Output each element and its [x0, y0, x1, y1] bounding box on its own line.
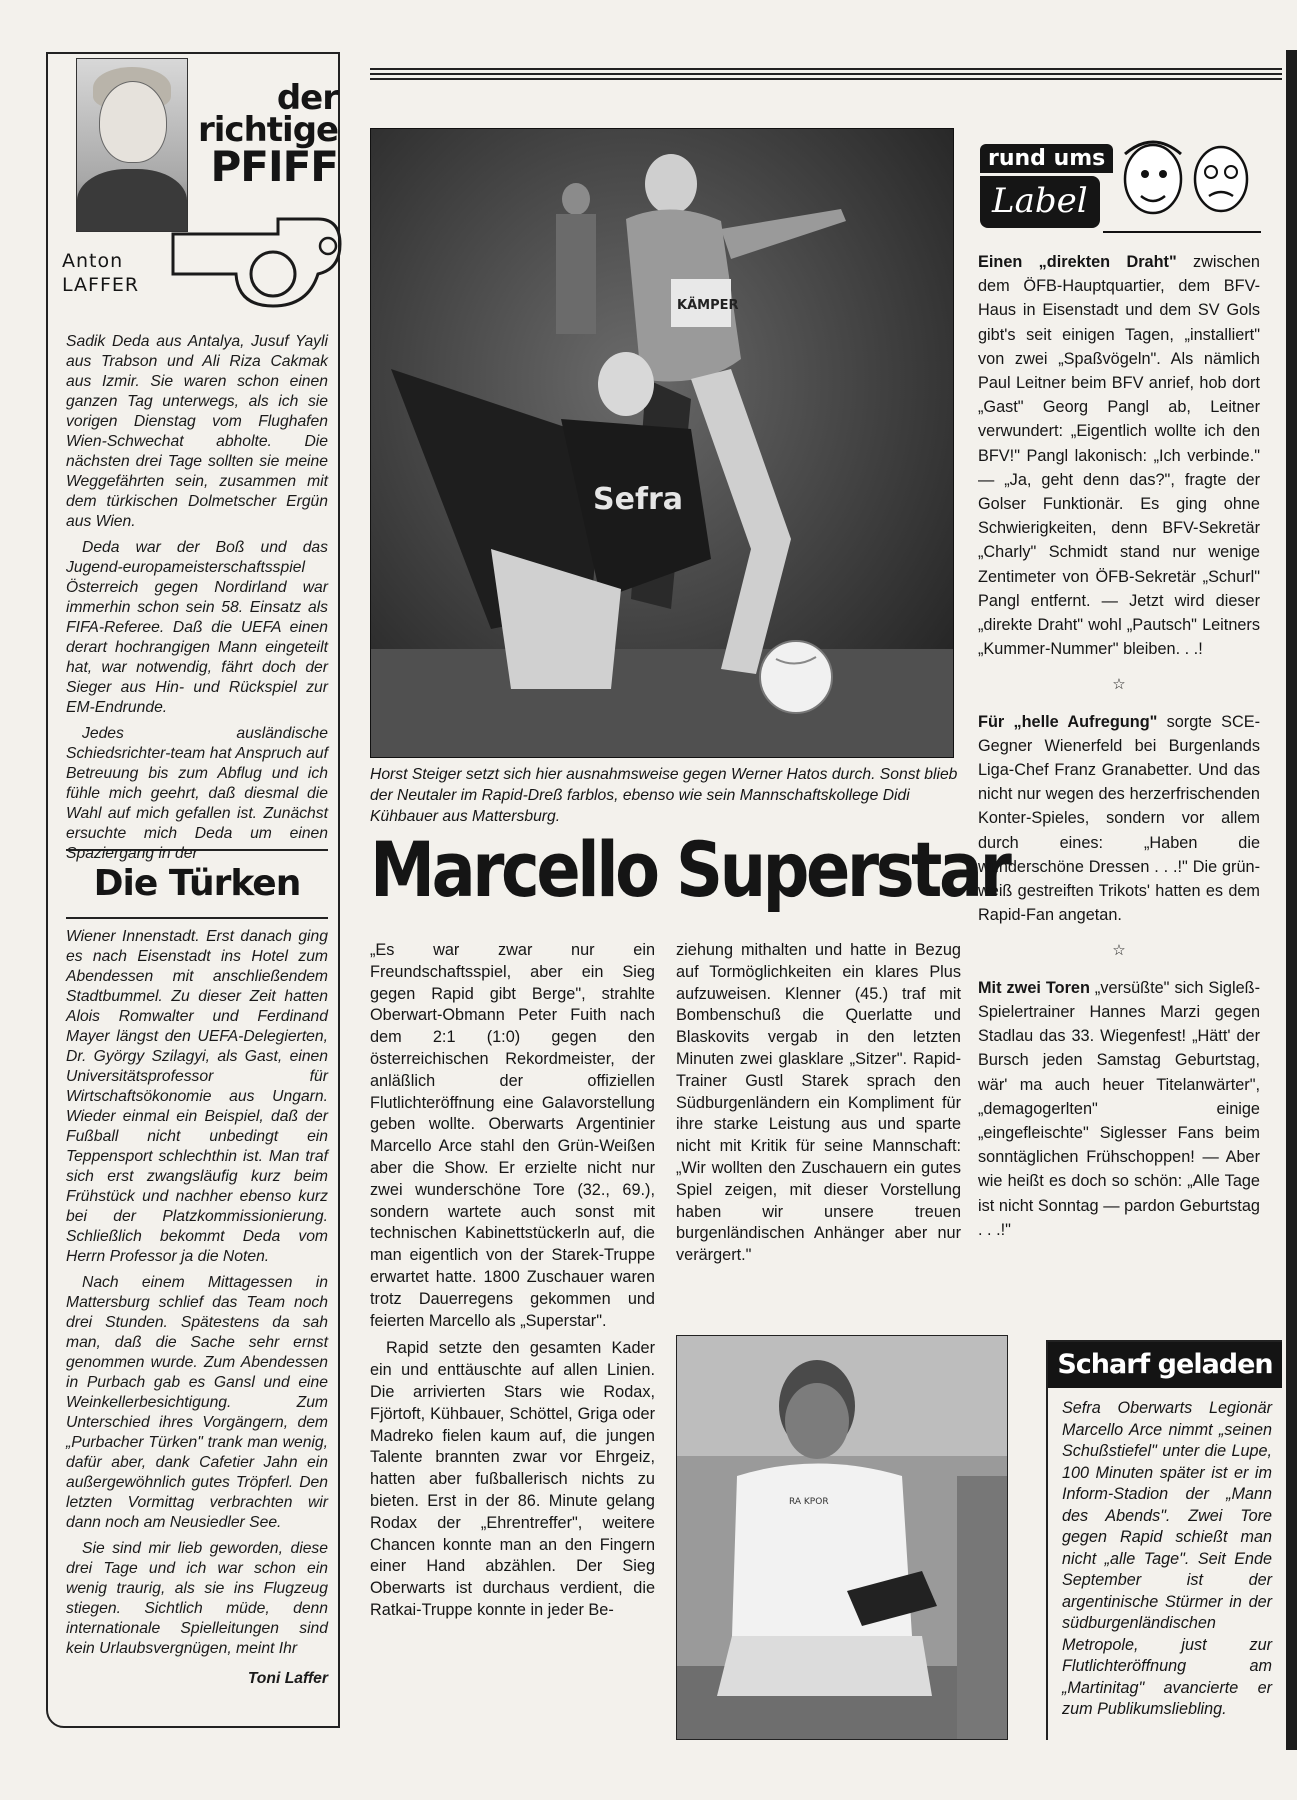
author-first: Anton [62, 250, 124, 272]
rund-item-text: zwischen dem ÖFB-Hauptquartier, dem BFV-Haus in Eisenstadt und dem SV Gols gibt's seit einigen Tagen, „installiert" von zwei „Spaßvögeln". Als nämlich Paul Leitner beim BFV anrief, hob dort „Gast" Georg Pangl ab, Leitner verwundert: „Eigentlich wollte ich den BFV!" Pangl lakonisch: „Ich verbinde." — „Ja, geht denn das?", fragte der Golser Funktionär. Es ging ohne Schwierigkeiten, denn BFV-Sekretär „Charly" Schmidt stand nur wenige Zentimeter von ÖFB-Sekretär „Schurl" Pangl entfernt. — Jetzt wird dieser „direkte Draht" wohl „Pautsch" Leitners „Kummer-Nummer" bleiben. . .! [978, 253, 1260, 659]
signature: Toni Laffer [247, 1670, 328, 1687]
brand-line-3: PFIFF [210, 141, 338, 191]
rund-item-lead: Für „helle Aufregung" [978, 712, 1158, 731]
jersey-text: Sefra [593, 482, 684, 517]
author-name [62, 249, 182, 297]
paragraph: Jedes ausländische Schiedsrichter-team hat Anspruch auf Betreuung bis zum Abflug und ich fühle mich geehrt, daß diesmal die Wahl auf mich gefallen ist. Zunächst ersuchte mich Deda um einen Spaziergang in der [66, 725, 328, 862]
scharf-text: Sefra Oberwarts Legionär Marcello Arce nimmt „seinen Schußstiefel" unter die Lupe, 100 Minuten später ist er im Inform-Stadion der „Mann des Abends". Zwei Tore gegen Rapid schießt man nicht „alle Tage". Seit Ende September ist der argentinische Stürmer in der südburgenländischen Metropole, just zur Flutlichteröffnung am „Martinitag" avancierte er zum Publikumsliebling. [1062, 1399, 1272, 1718]
article-column-1 [370, 940, 655, 1628]
match-photo-illustration [371, 129, 953, 757]
rund-item-text: „versüßte" sich Sigleß-Spielertrainer Hannes Marzi gegen Stadlau das 33. Wiegenfest! „Hätt' der Bursch jeden Samstag Geburtstag, wär' ma auch heuer Titelanwärter", „demagogerlten" einige „eingefleischte" Siglesser Fans beim sonntäglichen Frühschoppen! — Aber wie heißt es doch so schön: „Alle Tage ist nicht Sonntag — pardon Geburtstag . . .!" [978, 978, 1260, 1239]
column-text-top [66, 332, 328, 870]
rund-item-2 [978, 710, 1260, 928]
brand-line-1: der [276, 78, 338, 118]
rund-label-top: rund ums [980, 144, 1113, 173]
scharf-head: Scharf geladen [1048, 1342, 1282, 1388]
paragraph: Sadik Deda aus Antalya, Jusuf Yayli aus Trabson und Ali Riza Cakmak aus Izmir. Sie waren schon einen ganzen Tag unterwegs, als ich sie vorigen Dienstag vom Flughafen Wien-Schwechat abholte. Die nächsten drei Tage sollten sie meine Weggefährten sein, zusammen mit dem türkischen Dolmetscher Ergün aus Wien. [66, 333, 328, 530]
column-brand [198, 78, 339, 191]
headline: Marcello Superstar [370, 825, 1009, 914]
paragraph: ziehung mithalten und hatte in Bezug auf Tormöglichkeiten ein klares Plus aufzuweisen. Klenner (45.) traf mit Bombenschuß die Querlatte und Blaskovits vergab in den letzten Minuten zwei glasklare „Sitzer". Rapid-Trainer Gustl Starek sprach den Südburgenländern ein Kompliment für ihre starke Leistung aus und sparte nicht mit Kritik für seine Mannschaft: „Wir wollten den Zuschauern ein gutes Spiel zeigen, mit dieser Vorstellung haben wir unsere treuen burgenländischen Anhänger aber nur verärgert." [676, 941, 961, 1265]
paragraph: Deda war der Boß und das Jugend-europameisterschaftsspiel Österreich gegen Nordirland war immerhin schon sein 58. Einsatz als FIFA-Referee. Daß die UEFA einen derart hochrangigen Mann eingeteilt hat, war notwendig, fährt doch der Sieger aus Hin- und Rückspiel zur EM-Endrunde. [66, 539, 328, 716]
author-last: LAFFER [62, 274, 140, 296]
rund-item-lead: Mit zwei Toren [978, 978, 1090, 997]
section-head: Die Türken [66, 849, 328, 919]
match-photo [370, 128, 954, 758]
paragraph: Wiener Innenstadt. Erst danach ging es nach Eisenstadt ins Hotel zum Abendessen mit anschließendem Stadtbummel. Zu dieser Zeit hatten Alois Romwalter und Ferdinand Mayer längst den UEFA-Delegierten, Dr. György Szilagyi, als Gast, einen Universitätsprofessor für Wirtschaftsökonomie aus Ungarn. Wieder einmal ein Beispiel, daß der Fußball nicht unbedingt ein Teppensport schlechthin ist. Man traf sich erst zwangsläufig kurz beim Frühstück und nachher ebenso kurz bei der Platzkommissionierung. Schließlich bekommt Deda vom Herrn Professor ja die Noten. [66, 928, 328, 1265]
top-rules [370, 68, 1282, 82]
paragraph: Nach einem Mittagessen in Mattersburg schlief das Team noch drei Stunden. Spätestens da sah man, daß die Sache sehr ernst genommen wurde. Zum Abendessen in Purbach gab es Gansl und eine Weinkellerbesichtigung. Zum Unterschied ihres Vorgängern, dem „Purbacher Türken" trank man wenig, dafür aber, dank Cafetier Jahn ein außergewöhnlich gutes Tröpferl. Den letzten Vormittag verbrachten wir dann noch am Neusiedler See. [66, 1274, 328, 1531]
arce-photo [676, 1335, 1008, 1740]
author-photo [76, 58, 188, 232]
page-edge [1286, 50, 1297, 1750]
star-icon: ☆ [1112, 942, 1126, 960]
rund-item-1 [978, 250, 1260, 661]
rund-item-text: sorgte SCE-Gegner Wienerfeld bei Burgenlands Liga-Chef Franz Granabetter. Und das nicht nur wegen des herzerfrischenden Konter-Spieles, sondern vor allem durch eines: „Haben die wunderschöne Dressen . . .!" Die grün-weiß gestreiften Trikots' hatten es dem Rapid-Fan angetan. [978, 712, 1260, 925]
whistle-icon [168, 214, 343, 309]
brand-line-2: richtige [198, 110, 339, 151]
rund-item-lead: Einen „direkten Draht" [978, 253, 1177, 271]
photo-caption: Horst Steiger setzt sich hier ausnahmsweise gegen Werner Hatos durch. Sonst blieb der Neutaler im Rapid-Dreß farblos, ebenso wie sein Mannschaftskollege Didi Kühbauer aus Mattersburg. [370, 766, 958, 825]
rund-ums-label-header [978, 134, 1260, 236]
star-icon: ☆ [1112, 676, 1126, 694]
cartoon-faces-icon [1103, 134, 1261, 234]
arce-photo-illustration [677, 1336, 1007, 1739]
article-column-2 [676, 940, 961, 1273]
sponsor-text: KÄMPER [677, 298, 739, 313]
scharf-geladen-box [1046, 1340, 1282, 1740]
paragraph: Rapid setzte den gesamten Kader ein und enttäuschte auf allen Linien. Die arrivierten Stars wie Rodax, Fjörtoft, Kühbauer, Schöttel, Griga oder Madreko fielen kaum auf, die jungen Talente brannten zwar vor Ehrgeiz, hatten aber fußballerisch nichts zu bieten. Erst in der 86. Minute gelang Rodax der „Ehrentreffer", weitere Chancen konnte man an den Fingern einer Hand abzählen. Der Sieg Oberwarts ist durchaus verdient, die Ratkai-Truppe konnte in jeder Be- [370, 1339, 655, 1619]
rund-label-script: Label [980, 176, 1100, 228]
column-text-bottom [66, 927, 328, 1689]
paragraph: „Es war zwar nur ein Freundschaftsspiel, aber ein Sieg gegen Rapid gibt Berge", strahlte Oberwart-Obmann Peter Fuith nach dem 2:1 (1:0) gegen den österreichischen Rekordmeister, der anläßlich der offiziellen Flutlichteröffnung eine Galavorstellung geben wollte. Oberwarts Argentinier Marcello Arce stahl den Grün-Weißen aber die Show. Er erzielte nicht nur zwei wunderschöne Tore (32., 69.), sondern wartete auch sonst mit technischen Kabinettstückerln auf, die man eigentlich von der Starek-Truppe erwartet hatte. 1800 Zuschauer waren trotz Dauerregens gekommen und feierten Marcello als „Superstar". [370, 941, 655, 1330]
column-der-richtige-pfiff [46, 52, 340, 1728]
rund-item-3 [978, 976, 1260, 1242]
rund-items [978, 250, 1260, 1242]
paragraph: Sie sind mir lieb geworden, diese drei Tage und ich war schon ein wenig traurig, als sie ins Flugzeug stiegen. Sichtlich müde, denn internationale Spielleitungen sind kein Urlaubsvergnügen, meint Ihr [66, 1540, 328, 1657]
shirt-logo-text: RA KPOR [789, 1497, 829, 1507]
column-header [48, 54, 342, 304]
